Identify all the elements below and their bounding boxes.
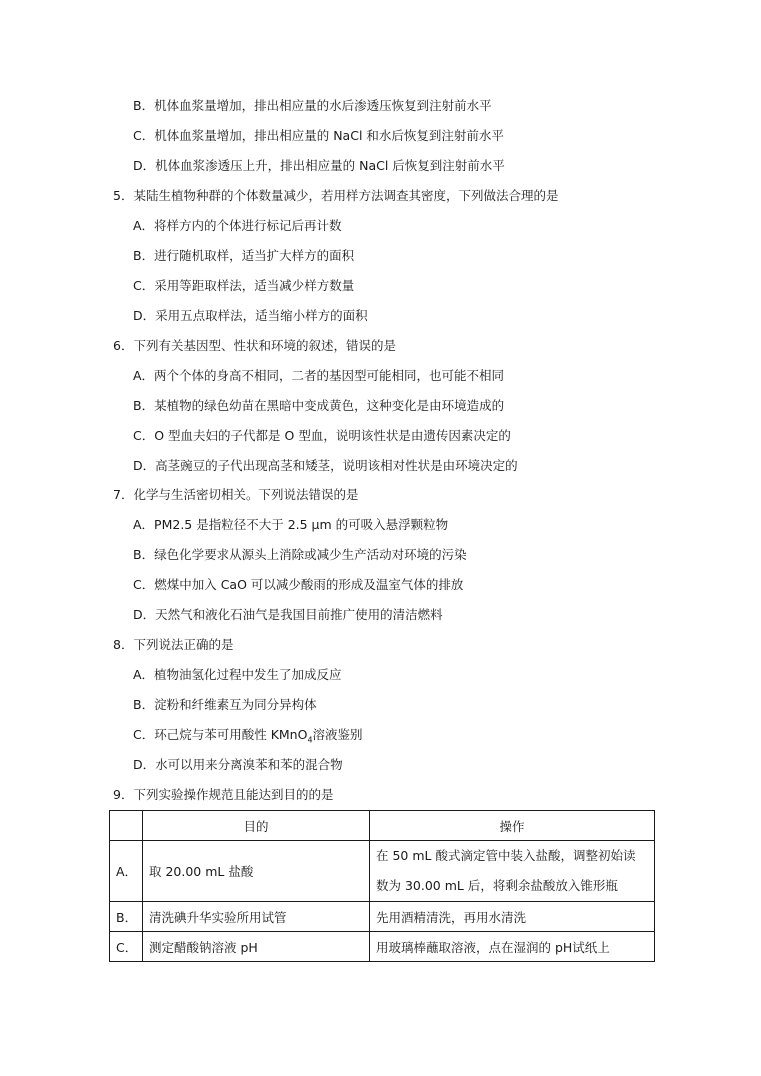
- row-operation: 用玻璃棒蘸取溶液，点在湿润的 pH试纸上: [370, 932, 655, 962]
- q7-option-a: A．PM2.5 是指粒径不大于 2.5 μm 的可吸入悬浮颗粒物: [133, 517, 449, 532]
- q8-option-d: D．水可以用来分离溴苯和苯的混合物: [133, 757, 343, 772]
- header-purpose: 目的: [143, 811, 370, 841]
- q6-option-b: B．某植物的绿色幼苗在黑暗中变成黄色，这种变化是由环境造成的: [133, 398, 505, 413]
- row-label: B．: [110, 902, 143, 932]
- q6-option-d: D．高茎豌豆的子代出现高茎和矮茎，说明该相对性状是由环境决定的: [133, 458, 518, 473]
- header-blank: [110, 811, 143, 841]
- row-purpose: 取 20.00 mL 盐酸: [143, 841, 370, 902]
- q4-option-c: C．机体血浆量增加，排出相应量的 NaCl 和水后恢复到注射前水平: [133, 128, 504, 143]
- row-label: C．: [110, 932, 143, 962]
- q7-option-c: C．燃煤中加入 CaO 可以减少酸雨的形成及温室气体的排放: [133, 577, 464, 592]
- row-operation: [370, 841, 655, 902]
- q5-option-d: D．采用五点取样法，适当缩小样方的面积: [133, 308, 368, 323]
- q4-option-d: D．机体血浆渗透压上升，排出相应量的 NaCl 后恢复到注射前水平: [133, 158, 505, 173]
- row-operation: 先用酒精清洗，再用水清洗: [370, 902, 655, 932]
- row-label: A．: [110, 841, 143, 902]
- header-operation: 操作: [370, 811, 655, 841]
- q5-option-a: A．将样方内的个体进行标记后再计数: [133, 218, 342, 233]
- q8-stem: 8．下列说法正确的是: [113, 637, 234, 652]
- q6-stem: 6．下列有关基因型、性状和环境的叙述，错误的是: [113, 338, 396, 353]
- q7-option-d: D．天然气和液化石油气是我国目前推广使用的清洁燃料: [133, 607, 443, 622]
- table-row: [110, 902, 655, 932]
- q6-option-c: C．O 型血夫妇的子代都是 O 型血，说明该性状是由遗传因素决定的: [133, 428, 511, 443]
- row-purpose: 测定醋酸钠溶液 pH: [143, 932, 370, 962]
- q7-option-b: B．绿色化学要求从源头上消除或减少生产活动对环境的污染: [133, 547, 467, 562]
- q5-stem: 5．某陆生植物种群的个体数量减少，若用样方法调查其密度，下列做法合理的是: [113, 188, 559, 203]
- q5-option-b: B．进行随机取样，适当扩大样方的面积: [133, 248, 355, 263]
- experiment-table: [109, 810, 655, 962]
- q4-option-b: B．机体血浆量增加，排出相应量的水后渗透压恢复到注射前水平: [133, 98, 492, 113]
- q9-stem: 9．下列实验操作规范且能达到目的的是: [113, 787, 334, 802]
- table-header-row: [110, 811, 655, 841]
- table-row: [110, 841, 655, 902]
- q8-option-c: [133, 727, 363, 749]
- q7-stem: 7．化学与生活密切相关。下列说法错误的是: [113, 487, 359, 502]
- q5-option-c: C．采用等距取样法，适当减少样方数量: [133, 278, 355, 293]
- q8-option-b: B．淀粉和纤维素互为同分异构体: [133, 697, 317, 712]
- q8-option-c-suffix: 溶液鉴别: [312, 727, 363, 742]
- table-row: [110, 932, 655, 962]
- row-operation-line-2: 数为 30.00 mL 后，将剩余盐酸放入锥形瓶: [376, 878, 618, 893]
- row-operation-line-1: 在 50 mL 酸式滴定管中装入盐酸，调整初始读: [376, 848, 636, 863]
- q6-option-a: A．两个个体的身高不相同，二者的基因型可能相同，也可能不相同: [133, 368, 505, 383]
- q8-option-c-text: C．环己烷与苯可用酸性 KMnO: [133, 727, 308, 742]
- q8-option-c-subscript: 4: [307, 735, 313, 745]
- q8-option-a: A．植物油氢化过程中发生了加成反应: [133, 667, 342, 682]
- row-purpose: 清洗碘升华实验所用试管: [143, 902, 370, 932]
